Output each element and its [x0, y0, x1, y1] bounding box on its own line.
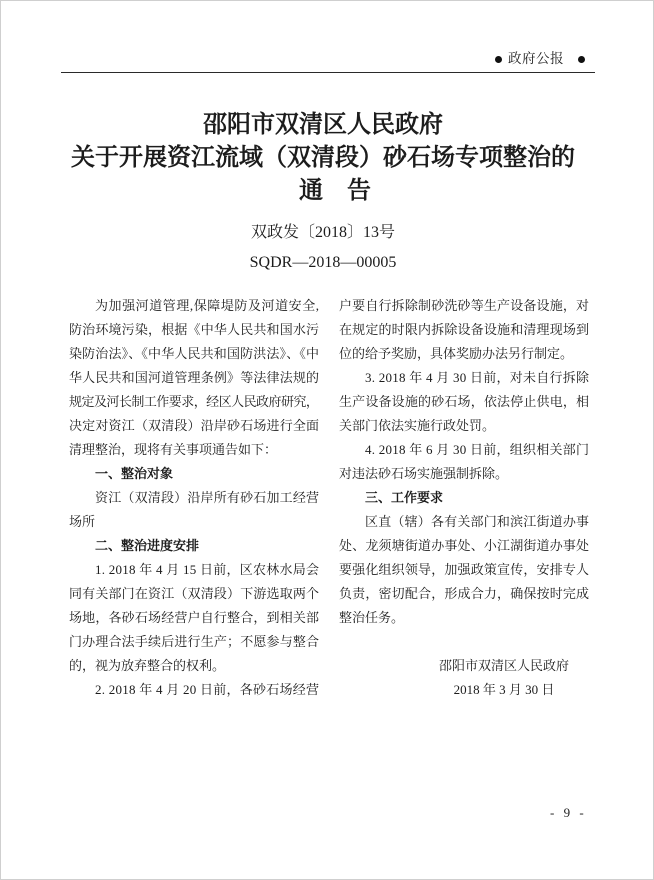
section1-line: 资江（双清段）沿岸所有砂石加工经营 — [95, 490, 320, 505]
section3-line: 负责，密切配合，形成合力，确保按时完成 — [339, 586, 590, 601]
spacer — [339, 630, 589, 654]
item4-line: 对违法砂石场实施强制拆除。 — [339, 466, 509, 481]
item3-line: 生产设备设施的砂石场，依法停止供电，相 — [339, 394, 590, 409]
header-rule — [61, 72, 595, 73]
signature-issuer: 邵阳市双清区人民政府 — [438, 658, 569, 673]
title-line-issuer: 邵阳市双清区人民政府 — [203, 112, 443, 138]
item2-line: 2. 2018 年 4 月 20 日前，各砂石场经营 — [95, 682, 320, 697]
title-line-subject: 关于开展资江流域（双清段）砂石场专项整治的 — [71, 145, 575, 171]
bullet-icon — [578, 56, 585, 63]
section3-line: 要强化组织领导，加强政策宣传，安排专人 — [339, 562, 590, 577]
item4-line: 4. 2018 年 6 月 30 日前，组织相关部门 — [365, 442, 590, 457]
intro-line: 规定及河长制工作要求，经区人民政府研究， — [69, 394, 319, 409]
section3-line: 整治任务。 — [339, 610, 405, 625]
section3-line: 处、龙须塘街道办事处、小江湖街道办事处 — [339, 538, 590, 553]
item2-line: 户要自行拆除制砂洗砂等生产设备设施，对 — [339, 298, 590, 313]
item1-line: 场地，各砂石场经营户自行整合，到相关部 — [69, 610, 320, 625]
item1-line: 的，视为放弃整合的权利。 — [69, 658, 226, 673]
signature-date: 2018 年 3 月 30 日 — [453, 682, 555, 697]
document-number: 双政发〔2018〕13号 — [250, 224, 395, 241]
item1-line: 同有关部门在资江（双清段）下游选取两个 — [69, 586, 320, 601]
intro-line: 决定对资江（双清段）沿岸砂石场进行全面 — [69, 418, 320, 433]
section3-heading: 三、工作要求 — [365, 490, 444, 505]
item1-line: 1. 2018 年 4 月 15 日前，区农林水局会 — [95, 562, 320, 577]
intro-line: 染防治法》、《中华人民共和国防洪法》、《中 — [69, 346, 320, 361]
item3-line: 关部门依法实施行政处罚。 — [339, 418, 496, 433]
section1-heading: 一、整治对象 — [95, 466, 174, 481]
section1-line: 场所 — [69, 514, 96, 529]
left-column — [69, 294, 319, 702]
intro-line: 清理整治，现将有关事项通告如下： — [69, 442, 278, 457]
intro-line: 为加强河道管理,保障堤防及河道安全, — [95, 298, 320, 313]
item2-line: 位的给予奖励，具体奖励办法另行制定。 — [339, 346, 574, 361]
section2-heading: 二、整治进度安排 — [95, 538, 200, 553]
intro-line: 华人民共和国河道管理条例》等法律法规的 — [69, 370, 320, 385]
bullet-icon — [495, 56, 502, 63]
notice-title — [41, 109, 605, 208]
document-code: SQDR—2018—00005 — [249, 254, 397, 271]
section3-line: 区直（辖）各有关部门和滨江街道办事 — [365, 514, 590, 529]
title-line-doctype: 通告 — [299, 178, 395, 204]
intro-line: 防治环境污染，根据《中华人民共和国水污 — [69, 322, 320, 337]
page-number: - 9 - — [550, 805, 587, 820]
item3-line: 3. 2018 年 4 月 30 日前，对未自行拆除 — [365, 370, 590, 385]
right-column — [339, 294, 589, 702]
publication-name: 政府公报 — [508, 51, 564, 66]
item1-line: 门办理合法手续后进行生产；不愿参与整合 — [69, 634, 320, 649]
item2-line: 在规定的时限内拆除设备设施和清理现场到 — [339, 322, 590, 337]
